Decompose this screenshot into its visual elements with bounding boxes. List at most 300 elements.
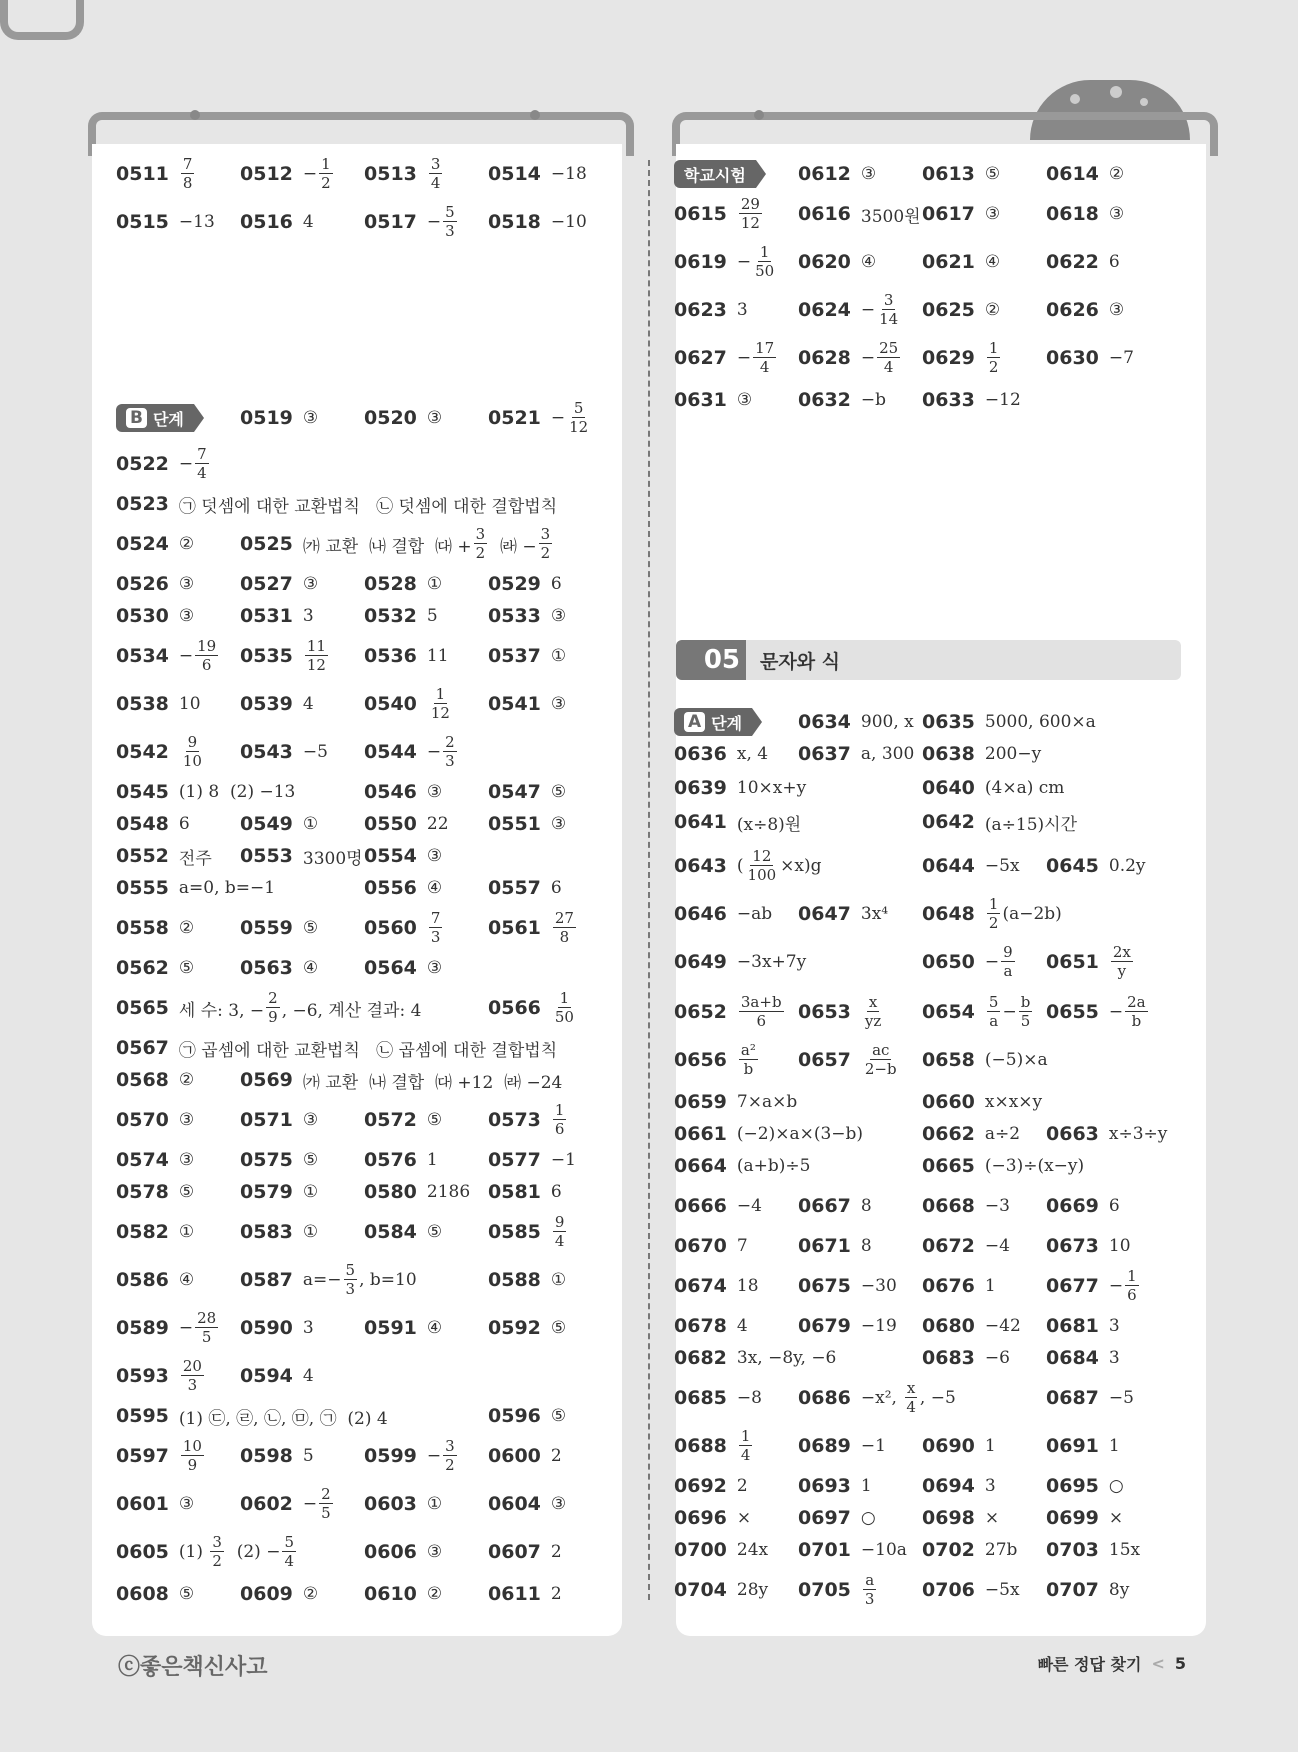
problem-number: 0531	[240, 605, 293, 627]
answer-text: 200−y	[984, 744, 1042, 764]
numerator: 5	[284, 1533, 295, 1551]
answer-value	[737, 1043, 760, 1077]
answer-item	[240, 396, 318, 440]
answer-value	[861, 341, 902, 375]
problem-number: 0563	[240, 957, 293, 979]
problem-number: 0587	[240, 1269, 293, 1291]
problem-number: 0633	[922, 389, 975, 411]
answer-value	[985, 995, 1034, 1029]
answer-value	[1109, 164, 1124, 184]
fraction	[553, 991, 576, 1025]
fraction	[443, 1439, 457, 1473]
answer-item	[488, 594, 566, 638]
a-level-label: 단계	[711, 713, 743, 733]
denominator: 12	[740, 214, 760, 232]
answer-item	[364, 396, 442, 440]
problem-number: 0658	[922, 1049, 975, 1071]
fraction	[195, 447, 209, 481]
answer-value	[1109, 1348, 1120, 1368]
answer-item	[240, 1210, 318, 1254]
answer-item	[798, 732, 914, 776]
answer-value	[179, 1311, 220, 1345]
answer-text: ⑤	[984, 164, 1001, 184]
answer-text: 세 수: 3, −	[178, 1000, 265, 1021]
denominator: 2	[212, 1552, 222, 1570]
answer-item	[922, 844, 1020, 888]
answer-value	[861, 904, 888, 924]
answer-item	[364, 1572, 442, 1616]
problem-number: 0568	[116, 1069, 169, 1091]
answer-value	[737, 197, 764, 231]
answer-value	[179, 447, 211, 481]
answer-value	[179, 1439, 206, 1473]
school-exam-label: 학교시험	[684, 165, 746, 185]
answer-value	[985, 1156, 1084, 1176]
answer-value	[551, 694, 566, 714]
problem-number: 0544	[364, 741, 417, 763]
answer-item	[798, 1264, 897, 1308]
problem-number: 0597	[116, 1445, 169, 1467]
answer-item	[116, 946, 194, 990]
answer-item	[798, 1376, 956, 1420]
fraction	[739, 1429, 753, 1463]
answer-text: 10	[1108, 1236, 1131, 1256]
answer-item	[116, 1572, 194, 1616]
answer-item	[488, 906, 578, 950]
answer-item	[674, 1568, 768, 1612]
problem-number: 0705	[798, 1579, 851, 1601]
answer-value	[303, 742, 328, 762]
answer-value	[737, 341, 778, 375]
problem-number: 0647	[798, 903, 851, 925]
answer-text: ×	[984, 1508, 1000, 1528]
answer-item	[488, 200, 587, 244]
answer-text: , −6, 계산 결과: 4	[281, 1000, 422, 1021]
answer-text: ③	[1108, 204, 1125, 224]
numerator: 29	[740, 195, 760, 213]
problem-number: 0669	[1046, 1195, 1099, 1217]
answer-text: ×	[1108, 1508, 1124, 1528]
answer-text: ⑤	[550, 1406, 567, 1426]
answer-value	[551, 782, 566, 802]
answer-item	[1046, 844, 1146, 888]
answer-value	[179, 958, 194, 978]
answer-text: −4	[984, 1236, 1010, 1256]
problem-number: 0628	[798, 347, 851, 369]
answer-item	[488, 866, 562, 910]
fraction	[1001, 945, 1015, 979]
answer-value	[737, 1429, 755, 1463]
denominator: 8	[182, 174, 193, 192]
answer-value	[551, 1446, 562, 1466]
answer-value	[985, 1236, 1010, 1256]
problem-number: 0582	[116, 1221, 169, 1243]
denominator: 50	[755, 262, 775, 280]
problem-number: 0553	[240, 845, 293, 867]
answer-text: a=0, b=−1	[178, 878, 276, 898]
answer-item	[116, 682, 201, 726]
answer-value	[303, 918, 318, 938]
answer-value	[1109, 1508, 1123, 1528]
answer-text: −	[736, 252, 752, 272]
answer-item	[488, 396, 592, 440]
problem-number: 0620	[798, 251, 851, 273]
answer-text: 8y	[1108, 1580, 1130, 1600]
numerator: 3	[883, 291, 894, 309]
numerator: 1	[740, 1427, 751, 1445]
problem-number: 0513	[364, 163, 417, 185]
problem-number: 0581	[488, 1181, 541, 1203]
answer-item	[798, 152, 876, 196]
answer-value	[985, 945, 1017, 979]
answer-item	[116, 482, 557, 526]
answer-item	[798, 336, 902, 380]
problem-number: 0674	[674, 1275, 727, 1297]
answer-value	[985, 1276, 996, 1296]
numerator: 7	[197, 445, 207, 463]
answer-value	[985, 712, 1096, 732]
problem-number: 0556	[364, 877, 417, 899]
fraction	[904, 1381, 918, 1415]
answer-item	[1046, 192, 1124, 236]
answer-value	[551, 1270, 566, 1290]
answer-value	[303, 527, 554, 561]
problem-number: 0700	[674, 1539, 727, 1561]
answer-value	[551, 1215, 569, 1249]
answer-text: 3	[1108, 1316, 1120, 1336]
answer-text: 8	[860, 1236, 872, 1256]
problem-number: 0677	[1046, 1275, 1099, 1297]
problem-number: 0601	[116, 1493, 169, 1515]
numerator: 2	[321, 1485, 331, 1503]
problem-number: 0659	[674, 1091, 727, 1113]
answer-text: (a+b)÷5	[736, 1156, 811, 1176]
answer-value	[861, 1043, 901, 1077]
problem-number: 0623	[674, 299, 727, 321]
answer-item	[116, 1058, 194, 1102]
answer-value	[179, 1222, 194, 1242]
problem-number: 0585	[488, 1221, 541, 1243]
answer-item	[364, 1306, 442, 1350]
numerator: 5	[988, 993, 999, 1011]
answer-item	[1046, 1424, 1120, 1468]
quick-answer-label: 빠른 정답 찾기	[1037, 1655, 1142, 1674]
answer-text: 1	[426, 1150, 438, 1170]
problem-number: 0673	[1046, 1235, 1099, 1257]
problem-number: 0560	[364, 917, 417, 939]
answer-text: −	[426, 1446, 442, 1466]
answer-text: ⑤	[178, 1182, 195, 1202]
denominator: 2	[445, 1456, 455, 1474]
answer-value	[179, 694, 201, 714]
answer-item	[240, 1098, 318, 1142]
problem-number: 0599	[364, 1445, 417, 1467]
problem-number: 0573	[488, 1109, 541, 1131]
numerator: 2	[445, 733, 455, 751]
problem-number: 0645	[1046, 855, 1099, 877]
answer-text: −42	[984, 1316, 1021, 1336]
problem-number: 0641	[674, 811, 727, 833]
answer-text: ③	[178, 1150, 195, 1170]
problem-number: 0595	[116, 1405, 169, 1427]
answer-item	[240, 1058, 562, 1102]
answer-text: a=−	[302, 1270, 342, 1290]
answer-text: −10a	[860, 1540, 907, 1560]
problem-number: 0555	[116, 877, 169, 899]
answer-item	[922, 1224, 1010, 1268]
fraction	[344, 1263, 358, 1297]
answer-value	[303, 1222, 318, 1242]
answer-value	[303, 1110, 318, 1130]
problem-number: 0636	[674, 743, 727, 765]
answer-item	[364, 1170, 470, 1214]
problem-number: 0591	[364, 1317, 417, 1339]
answer-item	[922, 152, 1000, 196]
answer-text: ①	[302, 814, 319, 834]
problem-number: 0547	[488, 781, 541, 803]
answer-item	[364, 1530, 442, 1574]
answer-text: (1) 8 (2) −13	[178, 782, 296, 802]
answer-item	[674, 800, 801, 844]
denominator: 3	[345, 1280, 356, 1298]
answer-text: (a÷15)시간	[984, 814, 1078, 835]
answer-value	[861, 995, 885, 1029]
answer-value	[427, 1494, 442, 1514]
answer-value	[303, 212, 314, 232]
answer-text: ⑤	[426, 1110, 443, 1130]
fraction	[429, 157, 443, 191]
answer-item	[488, 1530, 562, 1574]
answer-value	[737, 1276, 759, 1296]
denominator: 2−b	[864, 1060, 897, 1078]
answer-item	[240, 522, 554, 566]
answer-text: ③	[178, 1110, 195, 1130]
denominator: 6	[554, 1120, 565, 1138]
problem-number: 0686	[798, 1387, 851, 1409]
answer-item	[488, 1306, 566, 1350]
answer-text: −	[1108, 1002, 1124, 1022]
section-title: 문자와 식	[760, 650, 841, 673]
answer-text: 3	[302, 606, 314, 626]
fraction	[181, 1439, 204, 1473]
problem-number: 0671	[798, 1235, 851, 1257]
fraction	[210, 1535, 224, 1569]
numerator: 20	[182, 1357, 202, 1375]
problem-number: 0571	[240, 1109, 293, 1131]
answer-value	[551, 1150, 576, 1170]
answer-text: ③	[302, 574, 319, 594]
fraction	[753, 341, 776, 375]
answer-text: ①	[178, 1222, 195, 1242]
answer-text: −8	[736, 1388, 762, 1408]
answer-item	[240, 946, 318, 990]
answer-item	[1046, 940, 1135, 984]
answer-value	[737, 300, 748, 320]
problem-number: 0657	[798, 1049, 851, 1071]
answer-item	[488, 682, 566, 726]
problem-number: 0706	[922, 1579, 975, 1601]
answer-item	[116, 152, 196, 196]
answer-value	[551, 1494, 566, 1514]
answer-text: −5	[1108, 1388, 1134, 1408]
answer-value	[985, 1124, 1020, 1144]
problem-number: 0543	[240, 741, 293, 763]
answer-value	[179, 606, 194, 626]
answer-text: ③	[178, 574, 195, 594]
numerator: 3a+b	[740, 993, 782, 1011]
problem-number: 0640	[922, 777, 975, 799]
answer-value	[551, 878, 562, 898]
answer-text: ①	[302, 1182, 319, 1202]
problem-number: 0606	[364, 1541, 417, 1563]
answer-value	[737, 1316, 748, 1336]
numerator: 3	[212, 1533, 222, 1551]
answer-value	[861, 293, 902, 327]
numerator: 5	[345, 1261, 356, 1279]
answer-value	[861, 1236, 872, 1256]
problem-number: 0632	[798, 389, 851, 411]
fraction	[319, 1487, 333, 1521]
answer-text: −1	[860, 1436, 886, 1456]
answer-value	[985, 1092, 1042, 1112]
answer-text: ①	[426, 574, 443, 594]
answer-item	[240, 634, 330, 678]
answer-value	[985, 1348, 1010, 1368]
problem-number: 0550	[364, 813, 417, 835]
answer-text: (2) −	[225, 1542, 281, 1562]
problem-number: 0644	[922, 855, 975, 877]
fraction	[195, 639, 218, 673]
problem-number: 0602	[240, 1493, 293, 1515]
answer-value	[303, 958, 318, 978]
answer-value	[861, 1508, 876, 1528]
answer-value	[551, 646, 566, 666]
problem-number: 0667	[798, 1195, 851, 1217]
answer-text: ④	[426, 1318, 443, 1338]
answer-item	[922, 1184, 1010, 1228]
answer-value	[303, 694, 314, 714]
problem-number: 0688	[674, 1435, 727, 1457]
answer-text: 5	[426, 606, 438, 626]
denominator: 4	[197, 464, 207, 482]
answer-value	[179, 1494, 194, 1514]
answer-item	[1046, 1264, 1141, 1308]
problem-number: 0701	[798, 1539, 851, 1561]
problem-number: 0621	[922, 251, 975, 273]
problem-number: 0541	[488, 693, 541, 715]
answer-value	[861, 1276, 897, 1296]
numerator: ac	[872, 1041, 890, 1059]
problem-number: 0586	[116, 1269, 169, 1291]
answer-value	[861, 252, 876, 272]
answer-value	[303, 1068, 562, 1093]
answer-text: 15x	[1108, 1540, 1141, 1560]
answer-value	[985, 341, 1003, 375]
answer-value	[861, 1316, 897, 1336]
answer-item	[674, 1264, 759, 1308]
answer-item	[488, 1170, 562, 1214]
answer-item	[240, 682, 314, 726]
problem-number: 0521	[488, 407, 541, 429]
answer-text: ⑤	[178, 1584, 195, 1604]
answer-value	[737, 1388, 762, 1408]
answer-item	[674, 1424, 754, 1468]
problem-number: 0668	[922, 1195, 975, 1217]
fraction	[195, 1311, 218, 1345]
answer-value	[985, 1436, 996, 1456]
answer-value	[427, 846, 442, 866]
denominator: b	[1131, 1012, 1142, 1030]
denominator: 14	[879, 310, 899, 328]
answer-value	[985, 1050, 1048, 1070]
answer-text: ③	[550, 814, 567, 834]
problem-number: 0569	[240, 1069, 293, 1091]
fraction	[443, 205, 457, 239]
answer-text: −	[1108, 1276, 1124, 1296]
numerator: 3	[475, 525, 486, 543]
answer-text: 10×x+y	[736, 778, 807, 798]
denominator: 2	[321, 174, 331, 192]
answer-value	[551, 574, 562, 594]
problem-number: 0704	[674, 1579, 727, 1601]
answer-value	[179, 1359, 206, 1393]
problem-number: 0681	[1046, 1315, 1099, 1337]
answer-value	[303, 1182, 318, 1202]
fraction	[282, 1535, 296, 1569]
frame-bead	[190, 110, 200, 120]
denominator: 9	[268, 1008, 278, 1026]
answer-value	[179, 1150, 194, 1170]
problem-number: 0656	[674, 1049, 727, 1071]
page-number: 5	[1174, 1654, 1186, 1673]
problem-number: 0514	[488, 163, 541, 185]
answer-item	[116, 1434, 206, 1478]
problem-number: 0676	[922, 1275, 975, 1297]
problem-number: 0593	[116, 1365, 169, 1387]
numerator: b	[1020, 993, 1031, 1011]
answer-value	[1109, 1540, 1140, 1560]
numerator: 3	[430, 155, 441, 173]
answer-text: (4×a) cm	[984, 778, 1065, 798]
problem-number: 0529	[488, 573, 541, 595]
answer-value	[737, 1196, 762, 1216]
page-binding-notch	[622, 1612, 674, 1648]
answer-text: ×x)g	[780, 856, 822, 876]
answer-item	[488, 1210, 568, 1254]
denominator: 12	[306, 656, 326, 674]
problem-number: 0666	[674, 1195, 727, 1217]
problem-number: 0629	[922, 347, 975, 369]
answer-item	[922, 1264, 996, 1308]
answer-text: 3300명	[302, 848, 363, 869]
answer-value	[551, 401, 592, 435]
problem-number: 0559	[240, 917, 293, 939]
problem-number: 0639	[674, 777, 727, 799]
answer-item	[240, 1306, 314, 1350]
fraction	[863, 1573, 877, 1607]
answer-text: ⑤	[550, 1318, 567, 1338]
answer-value	[861, 1476, 872, 1496]
answer-value	[303, 1318, 314, 1338]
answer-value	[179, 639, 220, 673]
answer-item	[674, 1184, 762, 1228]
problem-number: 0630	[1046, 347, 1099, 369]
numerator: 9	[1003, 943, 1013, 961]
answer-value	[737, 810, 801, 835]
problem-number: 0665	[922, 1155, 975, 1177]
problem-number: 0695	[1046, 1475, 1099, 1497]
column-divider	[648, 160, 650, 1600]
